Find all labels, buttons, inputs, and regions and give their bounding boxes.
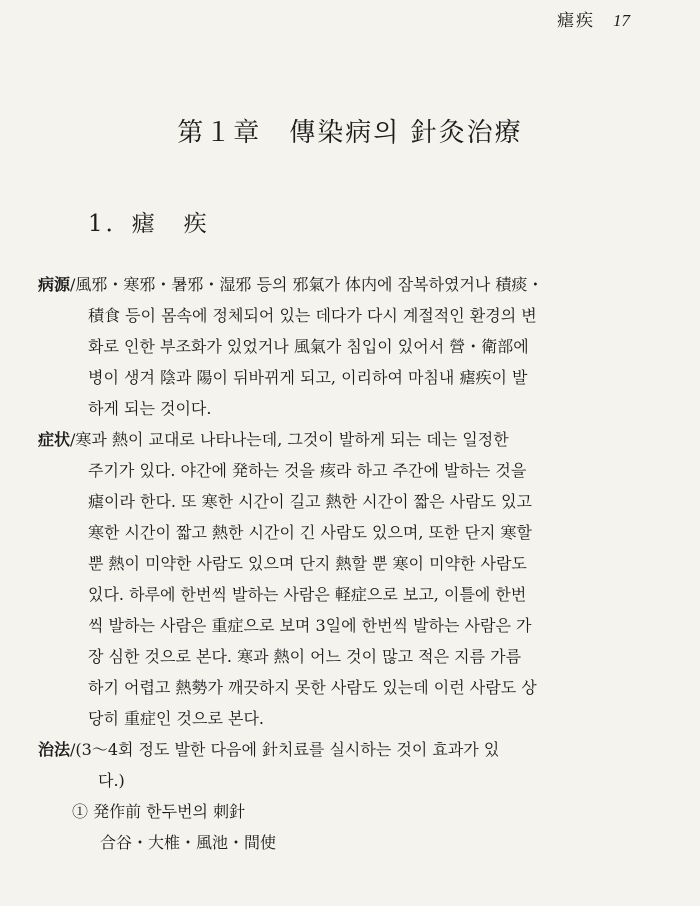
running-header bbox=[557, 6, 630, 31]
header-title: 瘧疾 bbox=[557, 11, 595, 31]
treatment-line-2: 다.) bbox=[98, 771, 125, 790]
treatment-label: 治法 bbox=[38, 740, 71, 759]
symptoms-line-6: 있다. 하루에 한번씩 발하는 사람은 軽症으로 보고, 이틀에 한번 bbox=[88, 585, 527, 604]
symptoms-line-3: 瘧이라 한다. 또 寒한 시간이 길고 熱한 시간이 짧은 사람도 있고 bbox=[88, 492, 532, 511]
page-number: 17 bbox=[613, 11, 630, 30]
step-1-acupoints: 合谷・大椎・風池・間使 bbox=[100, 833, 277, 852]
chapter-title: 第１章 傳染病의 針灸治療 bbox=[177, 118, 523, 148]
pathology-line-4: 병이 생겨 陰과 陽이 뒤바뀌게 되고, 이리하여 마침내 瘧疾이 발 bbox=[88, 368, 528, 387]
symptoms-line-9: 하기 어렵고 熱勢가 깨끗하지 못한 사람도 있는데 이런 사람도 상 bbox=[88, 678, 537, 697]
section-title: 1．瘧 疾 bbox=[88, 211, 210, 237]
symptoms-line-8: 장 심한 것으로 본다. 寒과 熱이 어느 것이 많고 적은 지름 가름 bbox=[88, 647, 522, 666]
symptoms-line-5: 뿐 熱이 미약한 사람도 있으며 단지 熱할 뿐 寒이 미약한 사람도 bbox=[88, 554, 527, 573]
pathology-line-1: 病源/風邪・寒邪・暑邪・湿邪 등의 邪氣가 体内에 잠복하였거나 積痰・ bbox=[38, 275, 544, 294]
symptoms-line-10: 당히 重症인 것으로 본다. bbox=[88, 709, 264, 728]
symptoms-line-1: 症状/寒과 熱이 교대로 나타나는데, 그것이 발하게 되는 데는 일정한 bbox=[38, 430, 509, 449]
symptoms-line-2: 주기가 있다. 야간에 発하는 것을 痎라 하고 주간에 발하는 것을 bbox=[88, 461, 527, 480]
treatment-line-1: 治法/(3～4회 정도 발한 다음에 針치료를 실시하는 것이 효과가 있 bbox=[38, 740, 500, 759]
symptoms-line-7: 씩 발하는 사람은 重症으로 보며 3일에 한번씩 발하는 사람은 가 bbox=[88, 616, 532, 635]
pathology-label: 病源 bbox=[38, 275, 71, 294]
pathology-line-3: 화로 인한 부조화가 있었거나 風氣가 침입이 있어서 營・衛部에 bbox=[88, 337, 529, 356]
pathology-line-2: 積食 등이 몸속에 정체되어 있는 데다가 다시 계절적인 환경의 변 bbox=[88, 306, 537, 325]
symptoms-label: 症状 bbox=[38, 430, 71, 449]
symptoms-line-4: 寒한 시간이 짧고 熱한 시간이 긴 사람도 있으며, 또한 단지 寒할 bbox=[88, 523, 532, 542]
pathology-line-5: 하게 되는 것이다. bbox=[88, 399, 212, 418]
step-1-heading: ① 発作前 한두번의 刺針 bbox=[72, 802, 246, 821]
